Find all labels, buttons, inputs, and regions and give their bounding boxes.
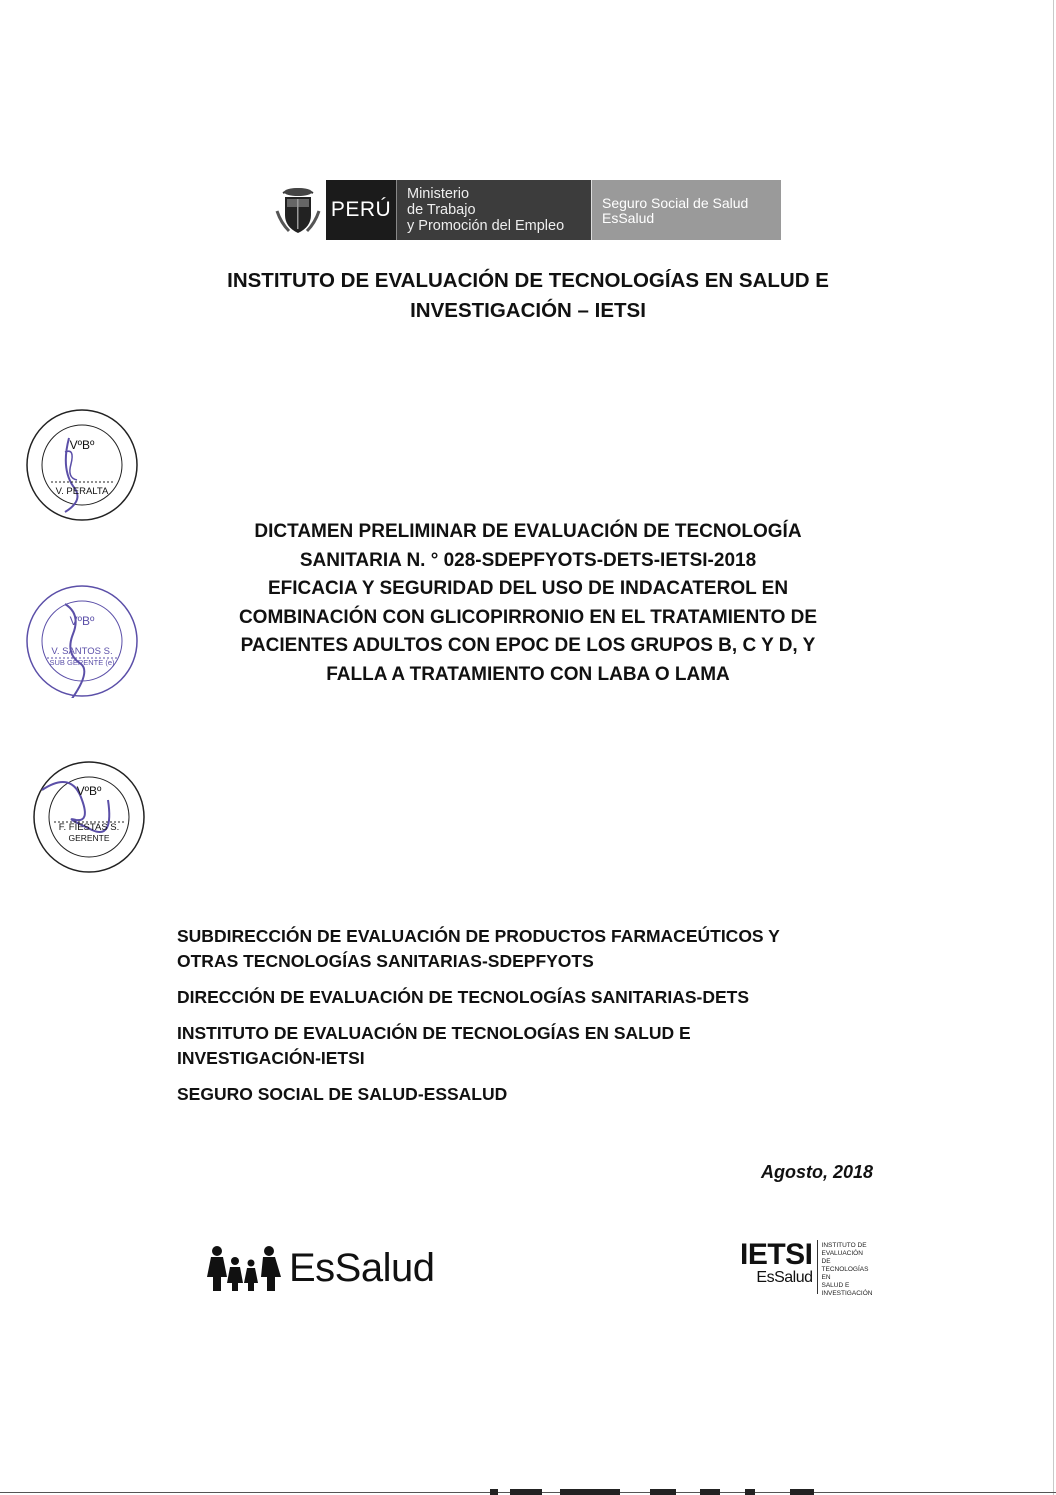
stamp-seal-icon xyxy=(25,408,139,522)
essalud-logo-text: EsSalud xyxy=(289,1245,435,1290)
stamp-name: V. SANTOS S. xyxy=(51,646,113,657)
organizational-units xyxy=(177,924,897,1118)
stamp-role: SUB GERENTE (e) xyxy=(49,658,115,667)
ministry-label: Ministerio de Trabajo y Promoción del Empleo xyxy=(396,180,591,240)
header-banner xyxy=(270,180,781,240)
stamp-vb: VºBº xyxy=(69,614,95,628)
coat-of-arms-icon xyxy=(270,180,326,240)
ietsi-logo xyxy=(740,1240,874,1298)
ietsi-logo-text: IETSI xyxy=(740,1238,813,1271)
approval-stamp-2 xyxy=(25,584,139,698)
stamp-role: GERENTE xyxy=(68,833,110,843)
institute-title: INSTITUTO DE EVALUACIÓN DE TECNOLOGÍAS EN SALUD E INVESTIGACIÓN – IETSI xyxy=(227,269,829,322)
stamp-vb: VºBº xyxy=(76,784,102,798)
peru-label: PERÚ xyxy=(326,180,396,240)
family-figures-icon xyxy=(205,1243,285,1293)
stamp-name: F. FIESTAS S. xyxy=(58,822,120,833)
ietsi-logo-description: INSTITUTO DE EVALUACIÓN DE TECNOLOGÍAS EN SALUD E INVESTIGACIÓN xyxy=(821,1242,873,1297)
unit-ietsi: INSTITUTO DE EVALUACIÓN DE TECNOLOGÍAS EN SALUD E INVESTIGACIÓN-IETSI xyxy=(177,1023,691,1068)
agency-label: Seguro Social de Salud EsSalud xyxy=(591,180,781,240)
approval-stamp-1 xyxy=(25,408,139,522)
stamp-seal-icon xyxy=(25,584,139,698)
unit-dets: DIRECCIÓN DE EVALUACIÓN DE TECNOLOGÍAS SANITARIAS-DETS xyxy=(177,987,750,1007)
scan-border xyxy=(0,1489,1056,1495)
logo-divider xyxy=(817,1240,818,1294)
stamp-name: V. PERALTA xyxy=(55,486,109,497)
unit-essalud: SEGURO SOCIAL DE SALUD-ESSALUD xyxy=(177,1084,508,1104)
approval-stamp-3 xyxy=(32,760,146,874)
stamp-vb: VºBº xyxy=(69,438,95,452)
stamp-seal-icon xyxy=(32,760,146,874)
unit-sdepfyots: SUBDIRECCIÓN DE EVALUACIÓN DE PRODUCTOS FARMACEÚTICOS Y OTRAS TECNOLOGÍAS SANITARIAS-SDEPFYOTS xyxy=(177,926,780,971)
page-edge xyxy=(1053,0,1054,1495)
ietsi-logo-subtext: EsSalud xyxy=(756,1269,813,1286)
document-date: Agosto, 2018 xyxy=(760,1162,873,1182)
essalud-logo xyxy=(205,1236,434,1300)
dictamen-title: DICTAMEN PRELIMINAR DE EVALUACIÓN DE TECNOLOGÍA SANITARIA N. ° 028-SDEPFYOTS-DETS-IETSI-2018 EFICACIA Y SEGURIDAD DEL USO DE INDACATEROL EN COMBINACIÓN CON GLICOPIRRONIO EN EL TRATAMIENTO DE PACIENTES ADULTOS CON EPOC DE LOS GRUPOS B, C Y D, Y FALLA A TRATAMIENTO CON LABA O LAMA xyxy=(238,521,818,685)
